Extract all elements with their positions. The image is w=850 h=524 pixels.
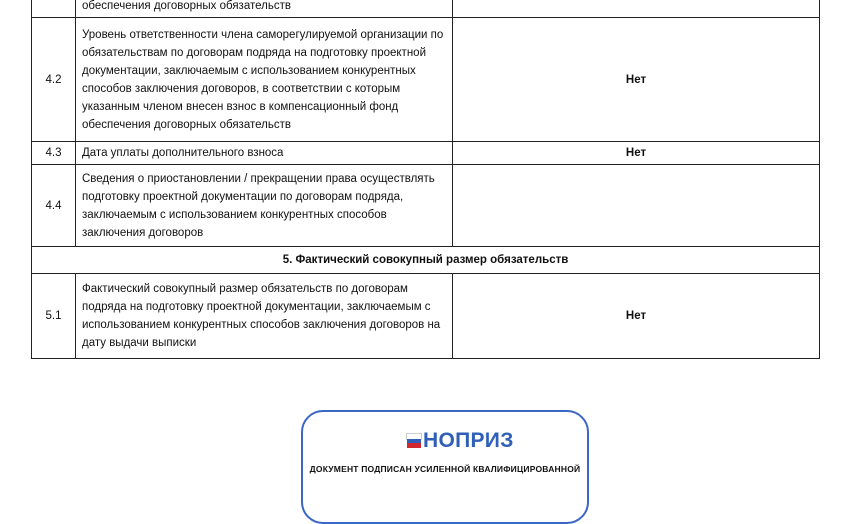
row-value: Нет	[453, 18, 820, 142]
row-value	[453, 165, 820, 247]
table-row	[32, 165, 820, 247]
section-header-row	[32, 247, 820, 274]
stamp-text: ДОКУМЕНТ ПОДПИСАН УСИЛЕННОЙ КВАЛИФИЦИРОВАННОЙ	[309, 464, 581, 474]
section-title: 5. Фактический совокупный размер обязательств	[32, 247, 820, 274]
table-row	[32, 142, 820, 165]
row-value	[453, 0, 820, 18]
row-number	[32, 0, 76, 18]
nopriz-logo	[407, 430, 514, 452]
row-value: Нет	[453, 274, 820, 359]
row-description: Уровень ответственности члена саморегулируемой организации по обязательствам по договорам подряда на подготовку проектной документации, заключаемым с использованием конкурентных способов заключения договоров, в соответствии с которым указанным членом внесен взнос в компенсационный фонд обеспечения договорных обязательств	[76, 18, 453, 142]
row-value: Нет	[453, 142, 820, 165]
row-description: обеспечения договорных обязательств	[76, 0, 453, 18]
row-number: 5.1	[32, 274, 76, 359]
register-table	[31, 0, 820, 359]
row-number: 4.3	[32, 142, 76, 165]
signature-stamp	[301, 410, 589, 524]
russian-flag-icon	[407, 434, 421, 448]
row-number: 4.2	[32, 18, 76, 142]
flag-stripe-red	[407, 443, 421, 448]
table-row	[32, 274, 820, 359]
row-description: Фактический совокупный размер обязательств по договорам подряда на подготовку проектной документации, заключаемым с использованием конкурентных способов заключения договоров на дату выдачи выписки	[76, 274, 453, 359]
row-number: 4.4	[32, 165, 76, 247]
table-row	[32, 0, 820, 18]
table-row	[32, 18, 820, 142]
row-description: Сведения о приостановлении / прекращении права осуществлять подготовку проектной документации по договорам подряда, заключаемым с использованием конкурентных способов заключения договоров	[76, 165, 453, 247]
row-description: Дата уплаты дополнительного взноса	[76, 142, 453, 165]
logo-text: НОПРИЗ	[423, 429, 514, 452]
